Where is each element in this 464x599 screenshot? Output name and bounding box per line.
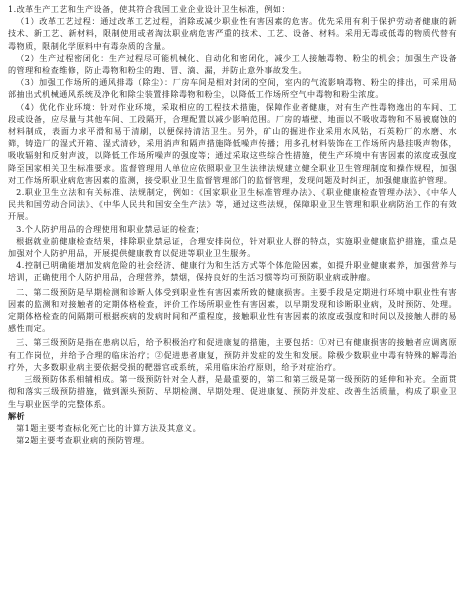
paragraph-12: 三级预防体系相辅相成。第一级预防针对全人群，是最重要的，第二和第三级是第一级预防的延伸和补充。全面贯彻和落实三级预防措施，做到源头预防、早期检测、早期处理、促进康复、预防并发症、改善生活质量，构成了职业卫生与职业医学的完整体系。	[8, 374, 457, 409]
analysis-heading: 解析	[8, 410, 26, 421]
paragraph-10: 二、第二级预防是早期检测和诊断人体受到职业性有害因素所致的健康损害。主要手段是定期进行环境中职业性有害因素的监测和对接触者的定期体格检查，评价工作场所职业性有害因素，以早期发现和诊断职业病，及时预防、处理。定期体格检查的间隔期可根据疾病的发病时间和严重程度，接触职业性有害因素的浓度或强度和时间以及接触人群的易感性而定。	[8, 286, 457, 334]
paragraph-7: 3.个人防护用品的合理使用和职业禁忌证的检查；	[16, 223, 205, 234]
analysis-line-2: 第2题主要考查职业病的预防管理。	[16, 435, 150, 446]
paragraph-1: 1.改革生产工艺和生产设备，使其符合我国工业企业设计卫生标准，例如：	[8, 4, 291, 14]
paragraph-3: （2）生产过程密闭化：生产过程尽可能机械化、自动化和密闭化，减少工人接触毒物、粉尘的机会；加强生产设备的管理和检查维修，防止毒物和粉尘的跑、冒、滴、漏，并防止意外事故发生。	[8, 52, 457, 76]
paragraph-8: 根据就业前健康检查结果，排除职业禁忌证，合理安排岗位，针对职业人群的特点，实施职业健康监护措施，重点是加强对个人防护用品，开展提供健康教育以促进等职业卫生服务。	[8, 235, 457, 259]
paragraph-5: （4）优化作业环境：针对作业环境，采取相应的工程技术措施，保障作业者健康，对有生产性毒物逸出的车间、工段或设备，应尽量与其他车间、工段隔开，合理配置以减少影响范围。厂房的墙壁、地面以不吸收毒物和不易被腐蚀的材料制成，表面力求平滑和易于清刷，以便保持清洁卫生。另外，矿山的掘进作业采用水风钻，石英粉厂的水磨、水筛，铸造厂的湿式开箱、湿式清砂，采用消声和隔声措施降低噪声传播；用多孔材料装饰在工作场所内悬挂吸声物体，吸收辐射和反射声波，以降低工作场所噪声的强度等；通过采取这些综合性措施，使生产环境中有害因素的浓度或强度降至国家相关卫生标准要求。监督管理用人单位应依照职业卫生法律法规建立健全职业卫生管理制度和操作规程，加强对工作场所职业病危害因素的监测，接受职业卫生监督管理部门的监督管理，发现问题及时纠正，加强健康监护管理。	[8, 101, 457, 185]
paragraph-9: 4.控制已明确能增加发病危险的社会经济、健康行为和生活方式等个体危险因素，如提升职业健康素养，加强营养与培训，正确使用个人防护用品，合理营养，禁烟，保持良好的生活习惯等均可预防职业病或肿瘤。	[8, 260, 457, 283]
paragraph-2: （1）改革工艺过程：通过改革工艺过程，消除或减少职业性有害因素的危害。优先采用有利于保护劳动者健康的新技术、新工艺、新材料，限制使用或者淘汰职业病危害严重的技术、工艺、设备、材料。采用无毒或低毒的物质代替有毒物质，限制化学原料中有毒杂质的含量。	[8, 16, 457, 51]
paragraph-4: （3）加强工作场所的通风排毒（除尘）：厂房车间是相对封闭的空间，室内的气流影响毒物、粉尘的排出，可采用局部抽出式机械通风系统及净化和除尘装置排除毒物和粉尘，以降低工作场所空气中毒物和粉尘浓度。	[8, 77, 457, 100]
analysis-line-1: 第1题主要考查标化死亡比的计算方法及其意义。	[16, 422, 202, 433]
paragraph-11: 三、第三级预防是指在患病以后，给予积极治疗和促进康复的措施，主要包括：①对已有健康损害的接触者应调离原有工作岗位，并给予合理的临床治疗；②促进患者康复，预防并发症的发生和发展。除极少数职业中毒有特殊的解毒治疗外，大多数职业病主要依据受损的靶器官或系统，采用临床治疗原则，给予对症治疗。	[8, 337, 457, 372]
paragraph-6: 2.职业卫生立法和有关标准、法规制定，例如：《国家职业卫生标准管理办法》、《职业健康检查管理办法》、《中华人民共和国劳动合同法》、《中华人民共和国安全生产法》等，通过这些法规，保障职业卫生管理和职业病防治工作的有效开展。	[8, 187, 457, 222]
